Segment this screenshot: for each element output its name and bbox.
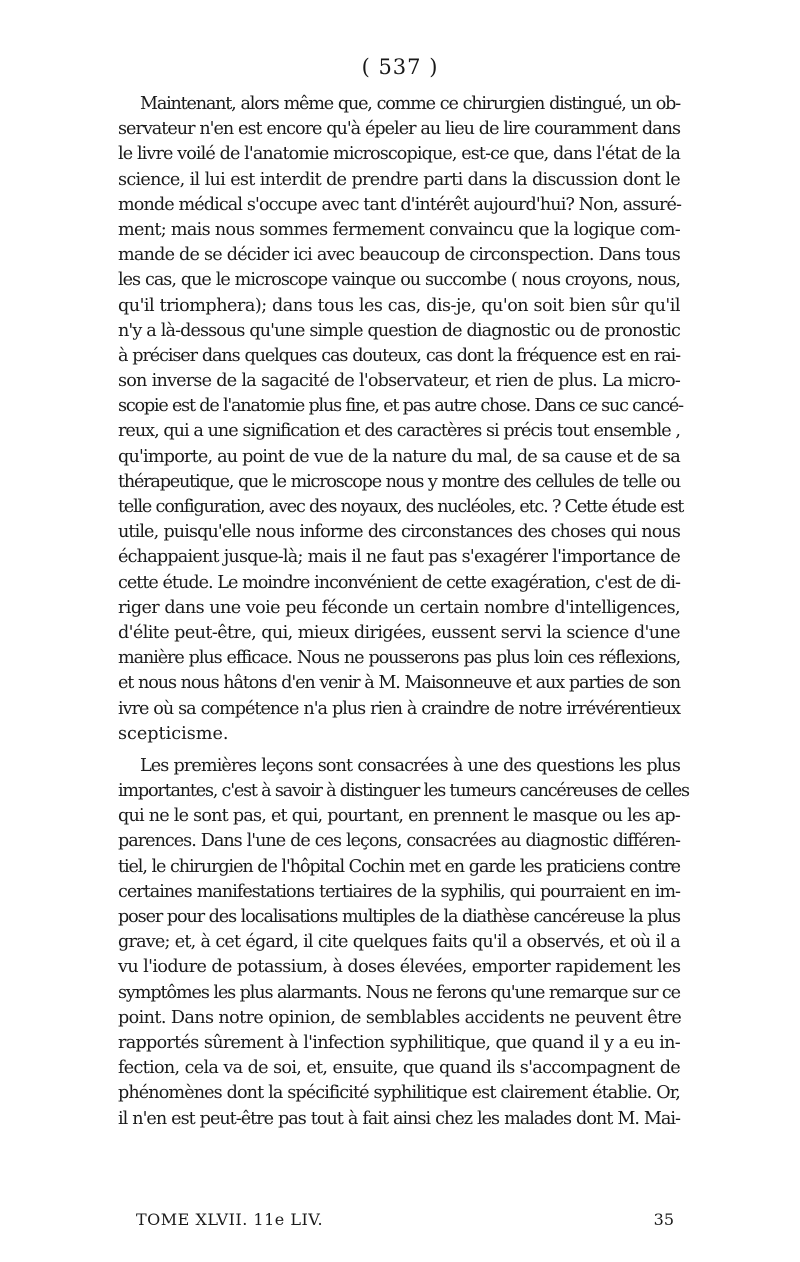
text-line: reux, qui a une signification et des caractères si précis tout ensemble , xyxy=(118,421,680,442)
text-line: poser pour des localisations multiples de la diathèse cancéreuse la plus xyxy=(118,907,680,927)
text-line: n'y a là-dessous qu'une simple question de diagnostic ou de pronostic xyxy=(118,320,680,341)
text-line: point. Dans notre opinion, de semblables accidents ne peuvent être xyxy=(118,1007,682,1028)
paragraph-2 xyxy=(118,754,689,1132)
text-line: telle configuration, avec des noyaux, des nucléoles, etc. ? Cette étude est xyxy=(118,497,684,517)
paragraph-1 xyxy=(118,92,684,747)
text-line: son inverse de la sagacité de l'observateur, et rien de plus. La micro- xyxy=(118,371,680,392)
text-line: qu'il triomphera); dans tous les cas, dis-je, qu'on soit bien sûr qu'il xyxy=(118,295,680,316)
text-line: Les premières leçons sont consacrées à une des questions les plus xyxy=(140,755,680,776)
text-line: ment; mais nous sommes fermement convaincu que la logique com- xyxy=(118,219,680,240)
text-line: et nous nous hâtons d'en venir à M. Maisonneuve et aux parties de son xyxy=(118,673,680,694)
text-line: utile, puisqu'elle nous informe des circonstances des choses qui nous xyxy=(118,522,680,543)
text-line: scopie est de l'anatomie plus fine, et pas autre chose. Dans ce suc cancé- xyxy=(118,396,683,417)
text-line: riger dans une voie peu féconde un certain nombre d'intelligences, xyxy=(118,597,680,618)
text-line: tiel, le chirurgien de l'hôpital Cochin met en garde les praticiens contre xyxy=(118,856,680,877)
page-footer xyxy=(136,1210,680,1236)
text-line: grave; et, à cet égard, il cite quelques faits qu'il a observés, et où il a xyxy=(118,932,680,953)
text-line: certaines manifestations tertiaires de la syphilis, qui pourraient en im- xyxy=(118,881,680,902)
text-line: qu'importe, au point de vue de la nature du mal, de sa cause et de sa xyxy=(118,446,680,467)
text-line: thérapeutique, que le microscope nous y montre des cellules de telle ou xyxy=(118,471,680,492)
sheet-number: 35 xyxy=(653,1210,674,1229)
text-line: échappaient jusque-là; mais il ne faut pas s'exagérer l'importance de xyxy=(118,547,680,568)
text-line: à préciser dans quelques cas douteux, cas dont la fréquence est en rai- xyxy=(118,345,680,366)
text-line: importantes, c'est à savoir à distinguer les tumeurs cancéreuses de celles xyxy=(118,781,689,802)
text-line: parences. Dans l'une de ces leçons, consacrées au diagnostic différen- xyxy=(118,831,680,852)
page-number: ( 537 ) xyxy=(361,55,439,79)
text-line: phénomènes dont la spécificité syphilitique est clairement établie. Or, xyxy=(118,1083,680,1104)
text-line: vu l'iodure de potassium, à doses élevées, emporter rapidement les xyxy=(118,957,681,978)
text-line: scepticisme. xyxy=(118,723,229,744)
text-line: le livre voilé de l'anatomie microscopique, est-ce que, dans l'état de la xyxy=(118,144,680,165)
text-line: manière plus efficace. Nous ne pousserons pas plus loin ces réflexions, xyxy=(118,648,680,669)
text-line: fection, cela va de soi, et, ensuite, que quand ils s'accompagnent de xyxy=(118,1058,680,1079)
text-line: servateur n'en est encore qu'à épeler au lieu de lire couramment dans xyxy=(118,119,680,140)
text-line: monde médical s'occupe avec tant d'intérêt aujourd'hui? Non, assuré- xyxy=(118,194,682,215)
text-line: ivre où sa compétence n'a plus rien à craindre de notre irrévérentieux xyxy=(118,698,680,719)
signature-mark: TOME XLVII. 11e LIV. xyxy=(136,1210,324,1229)
text-line: rapportés sûrement à l'infection syphilitique, que quand il y a eu in- xyxy=(118,1032,680,1053)
text-line: d'élite peut-être, qui, mieux dirigées, eussent servi la science d'une xyxy=(118,622,680,643)
text-line: science, il lui est interdit de prendre parti dans la discussion dont le xyxy=(118,169,680,190)
text-line: mande de se décider ici avec beaucoup de circonspection. Dans tous xyxy=(118,245,680,266)
body-text xyxy=(118,92,689,1132)
text-line: les cas, que le microscope vainque ou succombe ( nous croyons, nous, xyxy=(118,270,680,291)
text-line: cette étude. Le moindre inconvénient de cette exagération, c'est de di- xyxy=(118,572,680,593)
text-line: symptômes les plus alarmants. Nous ne ferons qu'une remarque sur ce xyxy=(118,982,680,1003)
text-line: qui ne le sont pas, et qui, pourtant, en prennent le masque ou les ap- xyxy=(118,806,680,827)
text-line: il n'en est peut-être pas tout à fait ainsi chez les malades dont M. Mai- xyxy=(118,1108,680,1129)
text-line: Maintenant, alors même que, comme ce chirurgien distingué, un ob- xyxy=(140,94,680,114)
